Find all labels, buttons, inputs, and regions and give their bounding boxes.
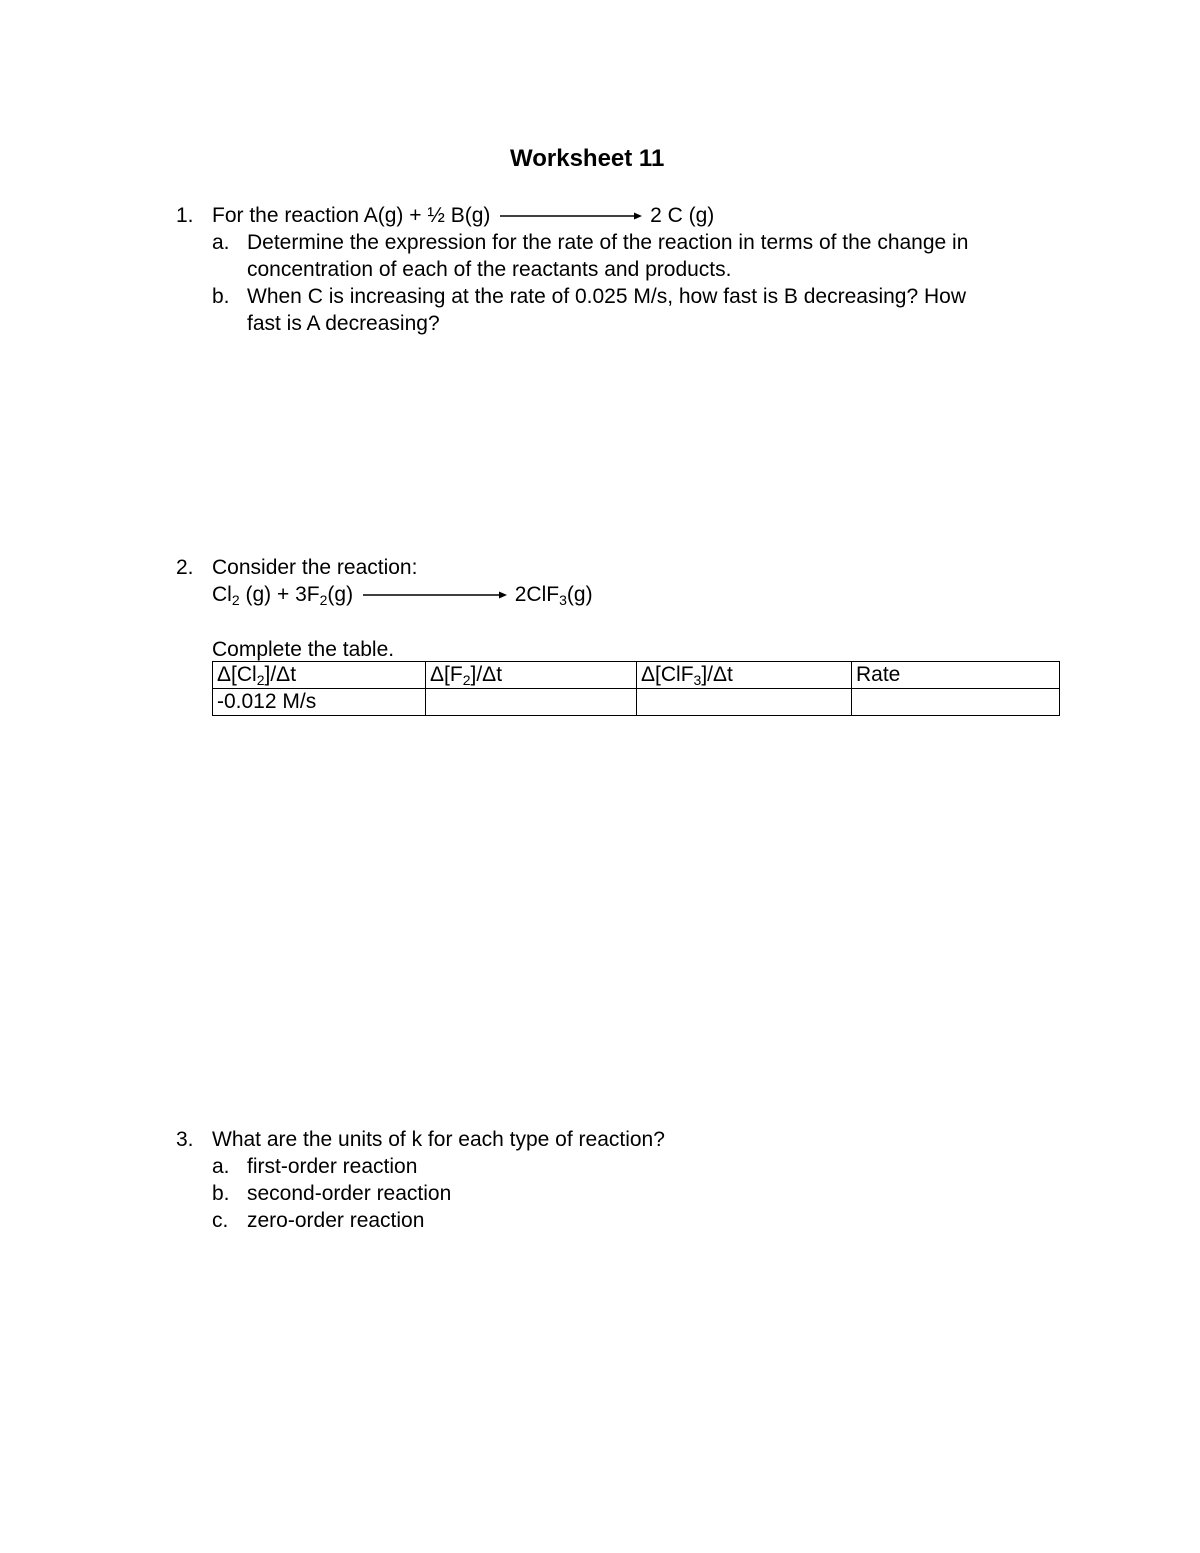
question-3-number: 3.: [176, 1128, 194, 1151]
equation-text: (g): [327, 583, 354, 606]
table-row: [213, 689, 1060, 716]
equation-product: 2ClF: [514, 583, 560, 606]
header-cl2-rate: $\Delta[Cl_2]/\Delta t$: [213, 662, 426, 689]
table-intro: Complete the table.: [212, 638, 395, 661]
header-clf3-rate: Δ[ClF$_3$]/Δt: [637, 662, 852, 689]
question-1b-letter: b.: [212, 285, 230, 308]
question-1-number: 1.: [176, 204, 194, 227]
table-header-row: [213, 662, 1060, 689]
equation-reactant-1: Cl: [212, 583, 232, 606]
cell-f2-value: [426, 689, 637, 716]
question-3b-letter: b.: [212, 1182, 230, 1205]
question-1-reaction: [212, 202, 714, 229]
reaction-product: 2 C (g): [650, 204, 715, 227]
header-f2-rate: $\Delta[F_2]/\Delta t$: [426, 662, 637, 689]
equation-subscript: 2: [231, 592, 240, 608]
question-2-prompt: Consider the reaction:: [212, 556, 418, 579]
question-1a-line-2: concentration of each of the reactants and products.: [247, 258, 732, 281]
question-3a-text: first-order reaction: [247, 1155, 418, 1178]
equation-subscript: 3: [559, 592, 567, 608]
question-3b-text: second-order reaction: [247, 1182, 452, 1205]
rate-table: [212, 661, 1060, 716]
equation-text: (g): [566, 583, 593, 606]
reaction-arrow-icon: [359, 589, 509, 601]
question-2-equation: [212, 581, 593, 608]
reaction-arrow-icon: [496, 210, 644, 222]
worksheet-title: Worksheet 11: [510, 145, 665, 172]
cell-cl2-value: -0.012 M/s: [213, 689, 426, 716]
equation-text: (g) + 3F: [239, 583, 320, 606]
question-2-number: 2.: [176, 556, 194, 579]
question-1b-line-1: When C is increasing at the rate of 0.025 M/s, how fast is B decreasing? How: [247, 285, 967, 308]
header-rate: Rate: [852, 662, 1060, 689]
question-1b-line-2: fast is A decreasing?: [247, 312, 440, 335]
equation-subscript: 2: [319, 592, 328, 608]
cell-clf3-value: [637, 689, 852, 716]
cell-rate-value: [852, 689, 1060, 716]
question-3c-letter: c.: [212, 1209, 229, 1232]
question-3c-text: zero-order reaction: [247, 1209, 425, 1232]
question-1a-line-1: Determine the expression for the rate of the reaction in terms of the change in: [247, 231, 969, 254]
reaction-reactants: For the reaction A(g) + ½ B(g): [212, 204, 491, 227]
question-3a-letter: a.: [212, 1155, 230, 1178]
question-3-prompt: What are the units of k for each type of reaction?: [212, 1128, 665, 1151]
question-1a-letter: a.: [212, 231, 230, 254]
